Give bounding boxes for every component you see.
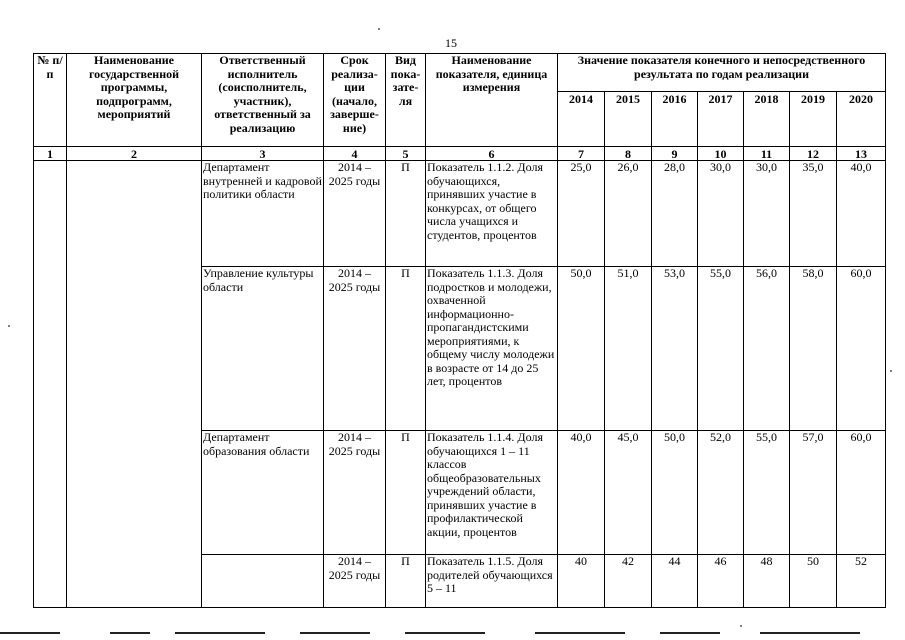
cell-value: 50 — [790, 555, 837, 608]
column-number: 3 — [202, 147, 324, 161]
cell-indicator: Показатель 1.1.5. Доля родителей обучающихся 5 – 11 — [426, 555, 558, 608]
cell-value: 52 — [837, 555, 886, 608]
header-no: № п/п — [34, 54, 67, 147]
cell-value: 40,0 — [558, 431, 605, 555]
cell-indicator: Показатель 1.1.4. Доля обучающихся 1 – 11 классов общеобразовательных учреждений области, принявших участие в профилактической акции, процентов — [426, 431, 558, 555]
column-number-row — [34, 147, 886, 161]
column-number: 8 — [605, 147, 652, 161]
header-indicator: Наименование показателя, единица измерения — [426, 54, 558, 147]
column-number: 4 — [324, 147, 386, 161]
column-number: 5 — [386, 147, 426, 161]
cell-type: П — [386, 161, 426, 267]
scan-edge-line — [110, 632, 150, 634]
year-2015: 2015 — [605, 92, 652, 147]
cell-type: П — [386, 431, 426, 555]
cell-type: П — [386, 555, 426, 608]
cell-period: 2014 – 2025 годы — [324, 267, 386, 431]
scan-edge-line — [0, 632, 60, 634]
scan-edge-line — [535, 632, 625, 634]
scan-edge-line — [300, 632, 370, 634]
cell-no — [34, 161, 67, 608]
cell-value: 52,0 — [698, 431, 744, 555]
column-number: 12 — [790, 147, 837, 161]
cell-value: 45,0 — [605, 431, 652, 555]
cell-value: 55,0 — [744, 431, 790, 555]
cell-period: 2014 – 2025 годы — [324, 161, 386, 267]
header-row — [34, 54, 886, 92]
scan-edge-line — [405, 632, 485, 634]
cell-value: 44 — [652, 555, 698, 608]
cell-value: 35,0 — [790, 161, 837, 267]
header-executor: Ответственный исполнитель (соисполнитель, участник), ответственный за реализацию — [202, 54, 324, 147]
cell-value: 25,0 — [558, 161, 605, 267]
header-period: Срок реализа-ции (начало, заверше-ние) — [324, 54, 386, 147]
cell-value: 30,0 — [744, 161, 790, 267]
cell-indicator: Показатель 1.1.2. Доля обучающихся, принявших участие в конкурсах, от общего числа учащихся и студентов, процентов — [426, 161, 558, 267]
page-number: 15 — [445, 36, 457, 50]
year-2016: 2016 — [652, 92, 698, 147]
year-2019: 2019 — [790, 92, 837, 147]
cell-value: 26,0 — [605, 161, 652, 267]
table-row — [34, 161, 886, 267]
cell-value: 48 — [744, 555, 790, 608]
cell-value: 51,0 — [605, 267, 652, 431]
cell-value: 30,0 — [698, 161, 744, 267]
column-number: 11 — [744, 147, 790, 161]
cell-value: 53,0 — [652, 267, 698, 431]
cell-value: 58,0 — [790, 267, 837, 431]
scan-edge-line — [175, 632, 265, 634]
scan-speck — [8, 325, 10, 327]
cell-value: 42 — [605, 555, 652, 608]
cell-value: 56,0 — [744, 267, 790, 431]
cell-executor: Департамент внутренней и кадровой политики области — [202, 161, 324, 267]
scan-edge-line — [660, 632, 720, 634]
column-number: 6 — [426, 147, 558, 161]
cell-value: 50,0 — [652, 431, 698, 555]
column-number: 13 — [837, 147, 886, 161]
cell-value: 46 — [698, 555, 744, 608]
scan-speck — [378, 28, 380, 30]
cell-period: 2014 – 2025 годы — [324, 555, 386, 608]
cell-indicator: Показатель 1.1.3. Доля подростков и молодежи, охваченной информационно-пропагандистскими мероприятиями, к общему числу молодежи в возрасте от 14 до 25 лет, процентов — [426, 267, 558, 431]
indicator-table — [33, 53, 886, 608]
header-program: Наименование государственной программы, подпрограмм, мероприятий — [67, 54, 202, 147]
cell-value: 40,0 — [837, 161, 886, 267]
scan-edge-line — [760, 632, 860, 634]
cell-value: 28,0 — [652, 161, 698, 267]
cell-executor — [202, 555, 324, 608]
header-type: Вид пока-зате-ля — [386, 54, 426, 147]
column-number: 7 — [558, 147, 605, 161]
cell-executor: Управление культуры области — [202, 267, 324, 431]
column-number: 9 — [652, 147, 698, 161]
column-number: 10 — [698, 147, 744, 161]
cell-value: 60,0 — [837, 267, 886, 431]
cell-value: 50,0 — [558, 267, 605, 431]
column-number: 2 — [67, 147, 202, 161]
scan-speck — [890, 370, 892, 372]
cell-value: 55,0 — [698, 267, 744, 431]
cell-value: 60,0 — [837, 431, 886, 555]
cell-type: П — [386, 267, 426, 431]
cell-program — [67, 161, 202, 608]
year-2020: 2020 — [837, 92, 886, 147]
cell-value: 40 — [558, 555, 605, 608]
cell-value: 57,0 — [790, 431, 837, 555]
scan-speck — [740, 625, 742, 627]
cell-period: 2014 – 2025 годы — [324, 431, 386, 555]
header-values: Значение показателя конечного и непосредственного результата по годам реализации — [558, 54, 886, 92]
year-2014: 2014 — [558, 92, 605, 147]
year-2018: 2018 — [744, 92, 790, 147]
year-2017: 2017 — [698, 92, 744, 147]
cell-executor: Департамент образования области — [202, 431, 324, 555]
column-number: 1 — [34, 147, 67, 161]
